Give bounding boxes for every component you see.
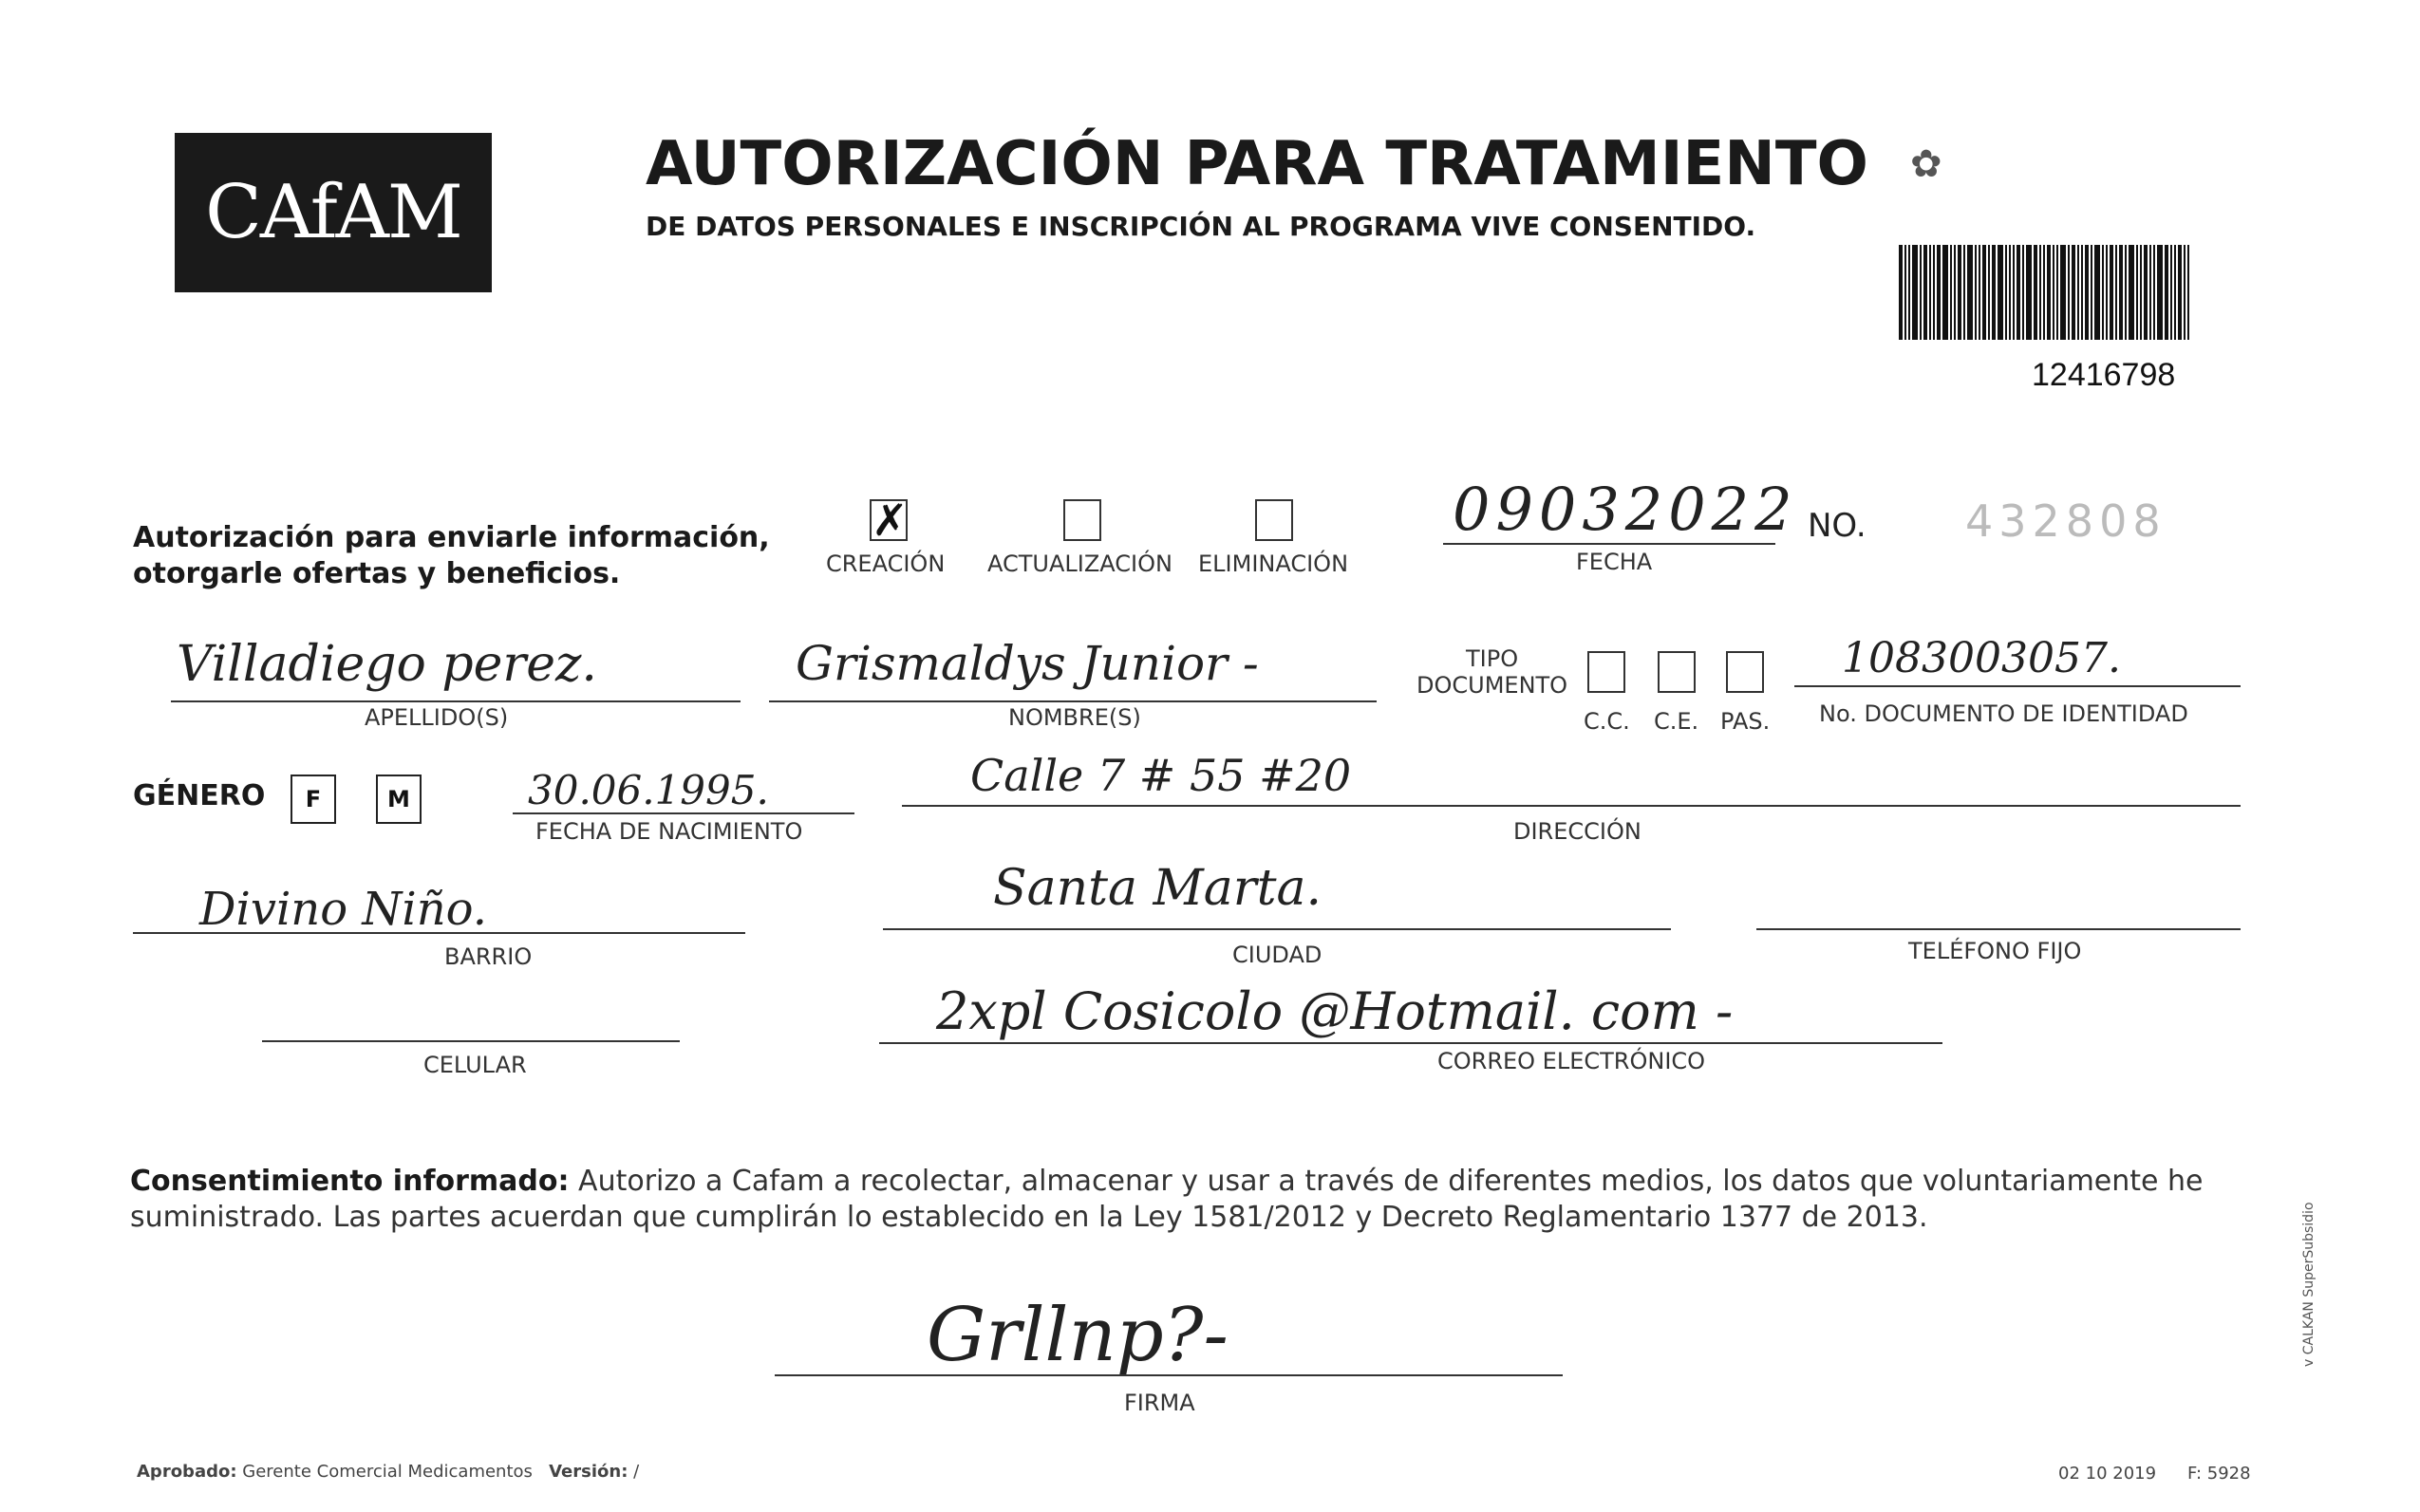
barcode-bar [1923,245,1927,340]
consent-paragraph [130,1164,2238,1236]
barcode-bar [1937,245,1941,340]
barcode-bar [2165,245,2168,340]
fecha-nacimiento-value[interactable]: 30.06.1995. [528,767,769,813]
consent-title: Consentimiento informado: [130,1165,570,1198]
checkbox-genero-f[interactable] [291,775,336,824]
signature-line [775,1374,1563,1376]
barcode-number: 12416798 [2032,357,2176,393]
barcode-bar [2072,245,2075,340]
barcode-bar [2094,245,2100,340]
checkbox-pas[interactable] [1726,651,1764,693]
genero-m-label: M [387,786,410,812]
barcode-bar [2091,245,2092,340]
barrio-label: BARRIO [444,943,533,970]
consent-text: Autorizo a Cafam a recolectar, almacenar y usar a través de diferentes medios, los datos que voluntariamente he suministrado. Las partes acuerdan que cumplirán lo establecido en la Ley 1581/2012 y Decreto Reglamentario 1377 de 2013. [130,1165,2204,1234]
checkmark-icon: ✗ [872,495,909,546]
telefono-line [1756,928,2241,930]
authorization-label-line2: otorgarle ofertas y beneficios. [133,557,621,590]
nombres-value[interactable]: Grismaldys Junior - [796,636,1259,691]
apellidos-label: APELLIDO(S) [365,704,509,731]
fecha-label: FECHA [1576,549,1653,575]
barcode-bar [1954,245,1956,340]
option-creacion-label: CREACIÓN [826,551,946,577]
apellidos-value[interactable]: Villadiego perez. [177,636,597,693]
authorization-label-line1: Autorización para enviarle información, [133,521,770,554]
barcode-bar [1929,245,1931,340]
tipo-documento-label-line2: DOCUMENTO [1416,672,1568,699]
barcode-bar [2060,245,2066,340]
barcode-bar [2005,245,2007,340]
barcode-bar [2106,245,2108,340]
barcode-bar [2110,245,2113,340]
barcode-bar [2119,245,2123,340]
barcode-bar [2174,245,2176,340]
barcode-bar [1958,245,1961,340]
genero-f-label: F [305,786,322,812]
barcode-bar [2056,245,2058,340]
checkbox-creacion[interactable] [870,495,909,546]
barcode-bar [1942,245,1948,340]
barcode-bar [2157,245,2163,340]
ciudad-label: CIUDAD [1232,942,1323,968]
barcode-bar [2013,245,2015,340]
stamp-seal-icon: ✿ [1910,142,1942,186]
barcode-bar [1979,245,1980,340]
no-value: 432808 [1965,495,2167,547]
direccion-line [902,805,2241,807]
barcode-bar [1899,245,1903,340]
barcode-bar [2068,245,2070,340]
barcode [1899,245,2280,340]
footer-date: 02 10 2019 [2058,1464,2157,1484]
option-actualizacion-label: ACTUALIZACIÓN [987,551,1172,577]
option-ce-label: C.E. [1654,708,1699,735]
barcode-bar [2149,245,2151,340]
version-label: Versión: [549,1462,628,1482]
barrio-value[interactable]: Divino Niño. [199,883,487,936]
footer-approval [137,1462,639,1482]
no-label: NO. [1808,507,1867,545]
nombres-line [769,700,1377,702]
barcode-bar [2102,245,2104,340]
barcode-bar [1992,245,1996,340]
barcode-bar [2053,245,2054,340]
barcode-bar [2125,245,2127,340]
barcode-bar [2081,245,2083,340]
barcode-bar [1904,245,1906,340]
barcode-bar [2077,245,2079,340]
checkbox-eliminacion[interactable] [1255,499,1293,541]
barcode-bar [2140,245,2142,340]
fecha-nacimiento-line [513,812,854,814]
barrio-line [133,932,745,934]
barcode-bar [2043,245,2045,340]
side-vertical-text: v CALKAN SuperSubsidio [2301,1202,2317,1367]
barcode-bar [2136,245,2138,340]
footer-code: F: 5928 [2187,1464,2251,1484]
barcode-bar [2187,245,2189,340]
barcode-bar [1998,245,2003,340]
version-value: / [633,1462,640,1482]
barcode-bar [1912,245,1918,340]
barcode-bar [2022,245,2024,340]
documento-label: No. DOCUMENTO DE IDENTIDAD [1819,700,2188,727]
barcode-bar [1950,245,1952,340]
barcode-bar [2170,245,2172,340]
barcode-bar [2009,245,2011,340]
celular-line [262,1040,680,1042]
fecha-line [1443,543,1775,545]
checkbox-cc[interactable] [1587,651,1625,693]
telefono-label: TELÉFONO FIJO [1908,938,2082,964]
option-pas-label: PAS. [1720,708,1771,735]
barcode-bar [2017,245,2020,340]
authorization-label [133,520,770,592]
documento-line [1794,685,2241,687]
barcode-bar [2129,245,2134,340]
direccion-value[interactable]: Calle 7 # 55 #20 [970,750,1352,801]
barcode-bar [2178,245,2182,340]
barcode-bar [2026,245,2032,340]
barcode-bar [2115,245,2117,340]
barcode-bar [1908,245,1910,340]
barcode-bar [2034,245,2037,340]
checkbox-ce[interactable] [1658,651,1696,693]
celular-label: CELULAR [423,1052,527,1078]
tipo-documento-label-line1: TIPO [1466,645,1519,672]
ciudad-value[interactable]: Santa Marta. [993,860,1323,917]
barcode-bar [2153,245,2155,340]
barcode-bar [1933,245,1935,340]
fecha-value[interactable]: 09032022 [1453,475,1798,544]
aprobado-label: Aprobado: [137,1462,237,1482]
barcode-bar [1988,245,1990,340]
barcode-bar [2039,245,2041,340]
form-title: AUTORIZACIÓN PARA TRATAMIENTO [646,129,1868,199]
barcode-bar [2144,245,2148,340]
ciudad-line [883,928,1671,930]
form-subtitle: DE DATOS PERSONALES E INSCRIPCIÓN AL PROGRAMA VIVE CONSENTIDO. [646,211,1756,242]
option-eliminacion-label: ELIMINACIÓN [1198,551,1349,577]
checkbox-genero-m[interactable] [376,775,422,824]
signature-value[interactable]: Grllnp?- [927,1293,1229,1378]
option-cc-label: C.C. [1584,708,1630,735]
barcode-bar [1975,245,1977,340]
aprobado-value: Gerente Comercial Medicamentos [242,1462,533,1482]
barcode-bar [1920,245,1922,340]
barcode-bar [2085,245,2089,340]
nombres-label: NOMBRE(S) [1008,704,1141,731]
correo-label: CORREO ELECTRÓNICO [1437,1048,1706,1074]
barcode-bar [1967,245,1973,340]
correo-line [879,1042,1942,1044]
signature-label: FIRMA [1124,1390,1195,1416]
fecha-nacimiento-label: FECHA DE NACIMIENTO [535,818,803,845]
cafam-logo: CAfAM [175,133,492,292]
direccion-label: DIRECCIÓN [1513,818,1641,845]
barcode-bar [1963,245,1965,340]
genero-label: GÉNERO [133,779,266,812]
documento-value[interactable]: 1083003057. [1842,634,2121,682]
barcode-bar [2184,245,2186,340]
correo-value[interactable]: 2xpl Cosicolo @Hotmail. com - [936,981,1734,1041]
apellidos-line [171,700,741,702]
barcode-bar [1982,245,1986,340]
barcode-bar [2047,245,2051,340]
checkbox-actualizacion[interactable] [1063,499,1101,541]
